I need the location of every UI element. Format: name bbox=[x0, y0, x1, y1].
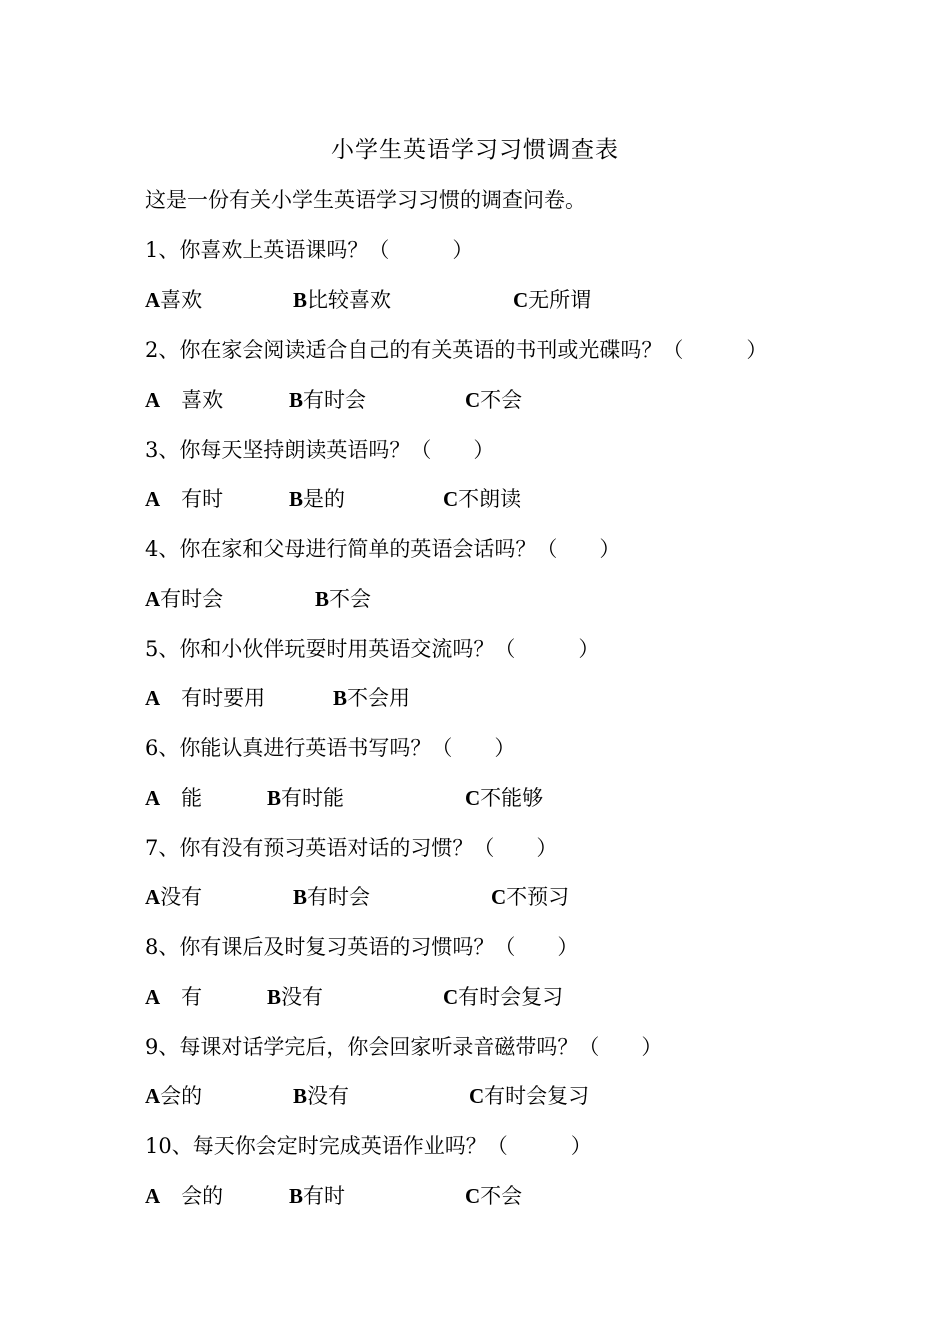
option-letter: B bbox=[289, 388, 304, 412]
option-a[interactable] bbox=[145, 1076, 202, 1116]
question-number: 3 bbox=[145, 438, 159, 462]
question-number: 9 bbox=[145, 1035, 159, 1059]
option-a[interactable] bbox=[145, 280, 202, 320]
option-b[interactable] bbox=[267, 977, 323, 1017]
options-row-10 bbox=[145, 1176, 785, 1216]
option-letter: A bbox=[145, 1184, 161, 1208]
options-row-3 bbox=[145, 479, 785, 519]
option-text: 不会 bbox=[329, 587, 372, 611]
option-text: 能 bbox=[160, 786, 203, 810]
option-text: 不会用 bbox=[347, 686, 411, 710]
question-3 bbox=[145, 430, 494, 470]
question-10 bbox=[145, 1126, 592, 1166]
question-separator: 、 bbox=[158, 935, 180, 959]
option-b[interactable] bbox=[289, 479, 345, 519]
option-letter: B bbox=[293, 885, 308, 909]
option-text: 有时 bbox=[160, 487, 224, 511]
option-letter: A bbox=[145, 288, 161, 312]
question-text: 你能认真进行英语书写吗？（ ） bbox=[179, 736, 516, 760]
question-separator: 、 bbox=[158, 637, 180, 661]
option-c[interactable] bbox=[443, 479, 521, 519]
option-b[interactable] bbox=[315, 579, 371, 619]
page-title: 小学生英语学习习惯调查表 bbox=[331, 137, 619, 163]
option-a[interactable] bbox=[145, 1176, 223, 1216]
option-letter: C bbox=[443, 487, 459, 511]
option-text: 有时会复习 bbox=[484, 1084, 590, 1108]
option-b[interactable] bbox=[293, 877, 370, 917]
option-c[interactable] bbox=[443, 977, 563, 1017]
option-b[interactable] bbox=[293, 1076, 349, 1116]
option-text: 无所谓 bbox=[528, 288, 592, 312]
option-letter: C bbox=[465, 786, 481, 810]
option-letter: B bbox=[267, 786, 282, 810]
option-letter: B bbox=[293, 288, 308, 312]
question-separator: 、 bbox=[158, 537, 180, 561]
question-number: 8 bbox=[145, 935, 159, 959]
option-text: 没有 bbox=[160, 885, 203, 909]
option-letter: A bbox=[145, 587, 161, 611]
option-letter: B bbox=[315, 587, 330, 611]
options-row-7 bbox=[145, 877, 785, 917]
option-letter: B bbox=[293, 1084, 308, 1108]
option-text: 有 bbox=[160, 985, 203, 1009]
options-row-5 bbox=[145, 678, 785, 718]
option-letter: C bbox=[443, 985, 459, 1009]
option-letter: B bbox=[333, 686, 348, 710]
question-number: 5 bbox=[145, 637, 159, 661]
option-b[interactable] bbox=[289, 380, 366, 420]
option-text: 没有 bbox=[307, 1084, 350, 1108]
options-row-2 bbox=[145, 380, 785, 420]
question-text: 你每天坚持朗读英语吗？（ ） bbox=[179, 438, 495, 462]
options-row-9 bbox=[145, 1076, 785, 1116]
option-letter: C bbox=[465, 388, 481, 412]
option-text: 有时会 bbox=[303, 388, 367, 412]
options-row-8 bbox=[145, 977, 785, 1017]
option-b[interactable] bbox=[289, 1176, 345, 1216]
question-text: 每天你会定时完成英语作业吗？（ ） bbox=[192, 1134, 592, 1158]
option-text: 有时能 bbox=[281, 786, 345, 810]
option-letter: A bbox=[145, 686, 161, 710]
option-a[interactable] bbox=[145, 778, 202, 818]
question-text: 你有课后及时复习英语的习惯吗？（ ） bbox=[179, 935, 579, 959]
question-text: 你和小伙伴玩耍时用英语交流吗？（ ） bbox=[179, 637, 600, 661]
option-text: 不预习 bbox=[506, 885, 570, 909]
option-text: 不会 bbox=[480, 1184, 523, 1208]
option-text: 有时 bbox=[303, 1184, 346, 1208]
option-a[interactable] bbox=[145, 380, 223, 420]
option-letter: A bbox=[145, 388, 161, 412]
option-c[interactable] bbox=[465, 778, 543, 818]
option-text: 有时会复习 bbox=[458, 985, 564, 1009]
option-a[interactable] bbox=[145, 479, 223, 519]
option-letter: A bbox=[145, 1084, 161, 1108]
option-letter: A bbox=[145, 885, 161, 909]
question-5 bbox=[145, 629, 599, 669]
option-text: 是的 bbox=[303, 487, 346, 511]
option-letter: C bbox=[465, 1184, 481, 1208]
option-b[interactable] bbox=[267, 778, 344, 818]
question-6 bbox=[145, 728, 515, 768]
question-number: 10 bbox=[145, 1134, 172, 1158]
question-text: 你喜欢上英语课吗？（ ） bbox=[179, 238, 474, 262]
option-a[interactable] bbox=[145, 977, 202, 1017]
question-number: 2 bbox=[145, 338, 159, 362]
option-text: 比较喜欢 bbox=[307, 288, 392, 312]
question-separator: 、 bbox=[158, 238, 180, 262]
question-text: 每课对话学完后，你会回家听录音磁带吗？（ ） bbox=[179, 1035, 663, 1059]
option-text: 没有 bbox=[281, 985, 324, 1009]
question-number: 6 bbox=[145, 736, 159, 760]
option-text: 有时会 bbox=[307, 885, 371, 909]
question-8 bbox=[145, 927, 578, 967]
option-b[interactable] bbox=[293, 280, 391, 320]
question-number: 7 bbox=[145, 836, 159, 860]
option-letter: B bbox=[289, 1184, 304, 1208]
option-letter: A bbox=[145, 985, 161, 1009]
intro-text: 这是一份有关小学生英语学习习惯的调查问卷。 bbox=[145, 188, 586, 212]
options-row-6 bbox=[145, 778, 785, 818]
option-text: 不朗读 bbox=[458, 487, 522, 511]
option-letter: B bbox=[289, 487, 304, 511]
option-text: 会的 bbox=[160, 1084, 203, 1108]
question-number: 1 bbox=[145, 238, 159, 262]
options-row-4 bbox=[145, 579, 785, 619]
option-a[interactable] bbox=[145, 678, 265, 718]
question-7 bbox=[145, 828, 557, 868]
option-text: 会的 bbox=[160, 1184, 224, 1208]
question-separator: 、 bbox=[158, 1035, 180, 1059]
option-text: 不会 bbox=[480, 388, 523, 412]
question-text: 你有没有预习英语对话的习惯？（ ） bbox=[179, 836, 558, 860]
question-number: 4 bbox=[145, 537, 159, 561]
option-letter: C bbox=[513, 288, 529, 312]
option-c[interactable] bbox=[513, 280, 591, 320]
option-letter: B bbox=[267, 985, 282, 1009]
option-a[interactable] bbox=[145, 877, 202, 917]
option-letter: C bbox=[469, 1084, 485, 1108]
question-separator: 、 bbox=[171, 1134, 193, 1158]
question-1 bbox=[145, 230, 473, 270]
options-row-1 bbox=[145, 280, 785, 320]
option-letter: A bbox=[145, 487, 161, 511]
question-9 bbox=[145, 1027, 662, 1067]
option-c[interactable] bbox=[465, 380, 522, 420]
question-separator: 、 bbox=[158, 836, 180, 860]
option-c[interactable] bbox=[469, 1076, 589, 1116]
option-text: 有时会 bbox=[160, 587, 224, 611]
option-c[interactable] bbox=[465, 1176, 522, 1216]
question-text: 你在家会阅读适合自己的有关英语的书刊或光碟吗？（ ） bbox=[179, 338, 768, 362]
option-letter: A bbox=[145, 786, 161, 810]
question-text: 你在家和父母进行简单的英语会话吗？（ ） bbox=[179, 537, 621, 561]
question-separator: 、 bbox=[158, 736, 180, 760]
option-a[interactable] bbox=[145, 579, 223, 619]
option-b[interactable] bbox=[333, 678, 410, 718]
option-text: 喜欢 bbox=[160, 288, 203, 312]
option-text: 有时要用 bbox=[160, 686, 266, 710]
option-text: 喜欢 bbox=[160, 388, 224, 412]
question-2 bbox=[145, 330, 767, 370]
option-text: 不能够 bbox=[480, 786, 544, 810]
question-4 bbox=[145, 529, 620, 569]
option-letter: C bbox=[491, 885, 507, 909]
question-separator: 、 bbox=[158, 338, 180, 362]
option-c[interactable] bbox=[491, 877, 569, 917]
question-separator: 、 bbox=[158, 438, 180, 462]
